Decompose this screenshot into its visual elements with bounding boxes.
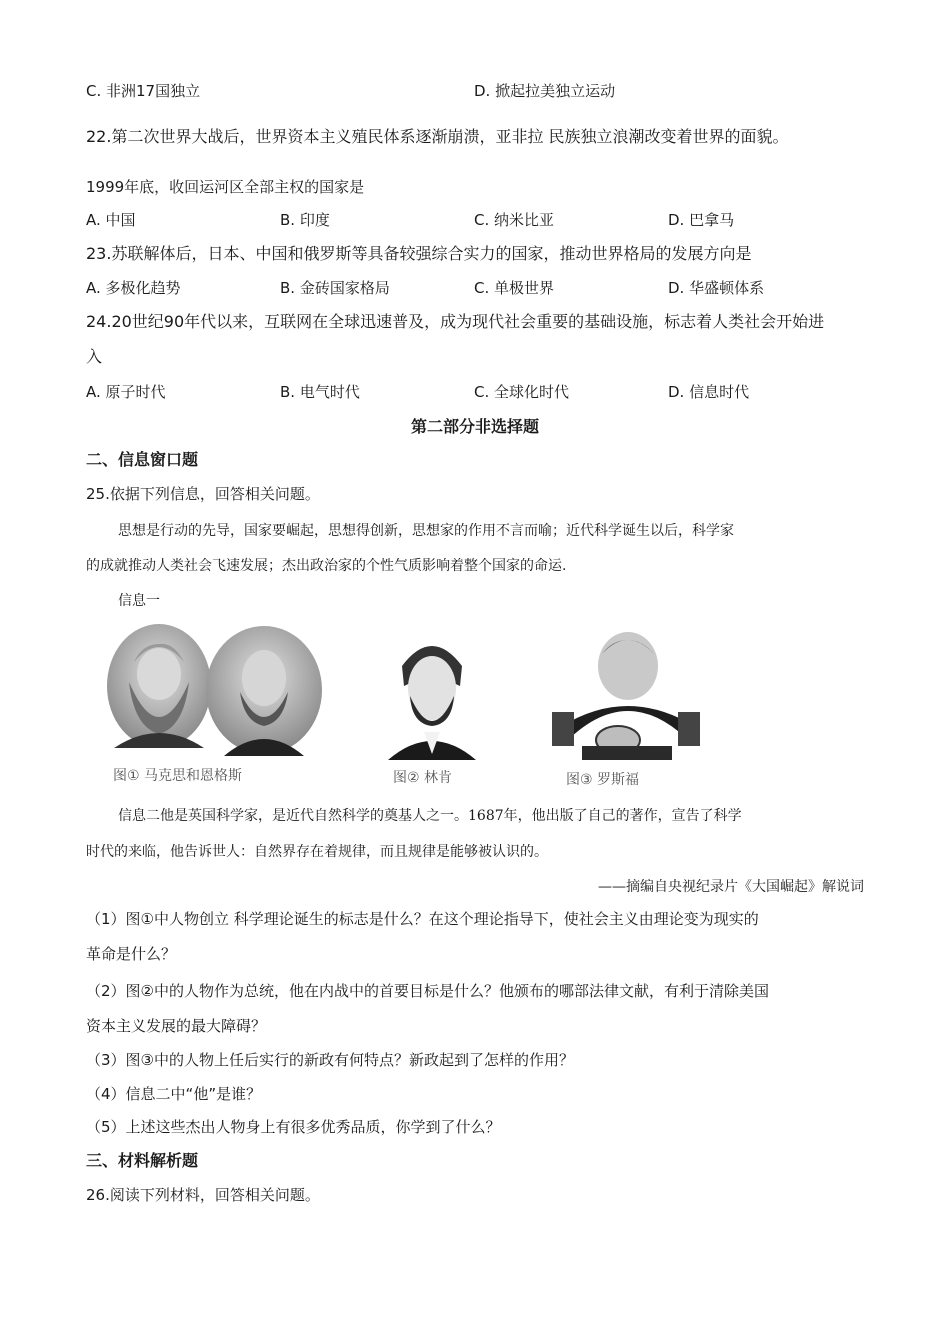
q23-option-a: A. 多极化趋势	[86, 279, 181, 297]
section3-heading: 三、材料解析题	[86, 1151, 199, 1170]
q23-option-d: D. 华盛顿体系	[668, 279, 765, 297]
q25-sub2-line2: 资本主义发展的最大障碍？	[86, 1017, 267, 1035]
q25-sub3: （3）图③中的人物上任后实行的新政有何特点？新政起到了怎样的作用？	[86, 1051, 574, 1069]
figure-marx-engels	[104, 622, 326, 762]
q26-stem: 26.阅读下列材料，回答相关问题。	[86, 1186, 320, 1204]
q25-intro-line1: 思想是行动的先导，国家要崛起，思想得创新，思想家的作用不言而喻；近代科学诞生以后，科学家	[118, 523, 734, 539]
q25-info1-label: 信息一	[118, 593, 160, 609]
q25-info2-line2: 时代的来临，他告诉世人：自然界存在着规律，而且规律是能够被认识的。	[86, 844, 548, 860]
q21-option-d: D. 掀起拉美独立运动	[474, 82, 616, 100]
figure-lincoln	[384, 626, 480, 760]
part2-title: 第二部分非选择题	[410, 417, 539, 436]
q25-intro-line2: 的成就推动人类社会飞速发展；杰出政治家的个性气质影响着整个国家的命运.	[86, 558, 567, 574]
q25-sub4: （4）信息二中“他”是谁？	[86, 1085, 262, 1103]
q24-option-a: A. 原子时代	[86, 383, 166, 401]
q22-stem: 22.第二次世界大战后，世界资本主义殖民体系逐渐崩溃，亚非拉 民族独立浪潮改变着世界的面貌。	[86, 127, 789, 146]
q24-option-d: D. 信息时代	[668, 383, 750, 401]
q24-stem-continued: 入	[86, 347, 103, 366]
q22-option-d: D. 巴拿马	[668, 211, 735, 229]
q23-option-c: C. 单极世界	[474, 279, 555, 297]
figure-roosevelt	[542, 626, 712, 762]
q25-stem: 25.依据下列信息，回答相关问题。	[86, 485, 320, 503]
q25-sub1-line2: 革命是什么？	[86, 945, 177, 963]
q25-info2-line1: 信息二他是英国科学家，是近代自然科学的奠基人之一。1687年，他出版了自己的著作，宣告了科学	[118, 808, 742, 824]
q21-option-c: C. 非洲17国独立	[86, 82, 201, 100]
section2-heading: 二、信息窗口题	[86, 450, 199, 469]
q23-option-b: B. 金砖国家格局	[280, 279, 390, 297]
q25-sub2-line1: （2）图②中的人物作为总统，他在内战中的首要目标是什么？他颁布的哪部法律文献，有利于清除美国	[86, 982, 769, 1000]
q22-option-b: B. 印度	[280, 211, 330, 229]
q22-stem-continued: 1999年底，收回运河区全部主权的国家是	[86, 178, 365, 196]
q24-option-b: B. 电气时代	[280, 383, 360, 401]
caption-fig2: 图② 林肯	[393, 770, 453, 786]
q22-option-c: C. 纳米比亚	[474, 211, 555, 229]
q23-stem: 23.苏联解体后，日本、中国和俄罗斯等具备较强综合实力的国家，推动世界格局的发展方向是	[86, 244, 752, 263]
q25-source: ——摘编自央视纪录片《大国崛起》解说词	[598, 879, 864, 895]
caption-fig1: 图① 马克思和恩格斯	[113, 768, 243, 784]
q25-sub5: （5）上述这些杰出人物身上有很多优秀品质，你学到了什么？	[86, 1118, 501, 1136]
q24-stem: 24.20世纪90年代以来，互联网在全球迅速普及，成为现代社会重要的基础设施，标志着人类社会开始进	[86, 312, 825, 331]
caption-fig3: 图③ 罗斯福	[566, 772, 640, 788]
q22-option-a: A. 中国	[86, 211, 136, 229]
q24-option-c: C. 全球化时代	[474, 383, 570, 401]
q25-sub1-line1: （1）图①中人物创立 科学理论诞生的标志是什么？在这个理论指导下，使社会主义由理论变为现实的	[86, 910, 759, 928]
